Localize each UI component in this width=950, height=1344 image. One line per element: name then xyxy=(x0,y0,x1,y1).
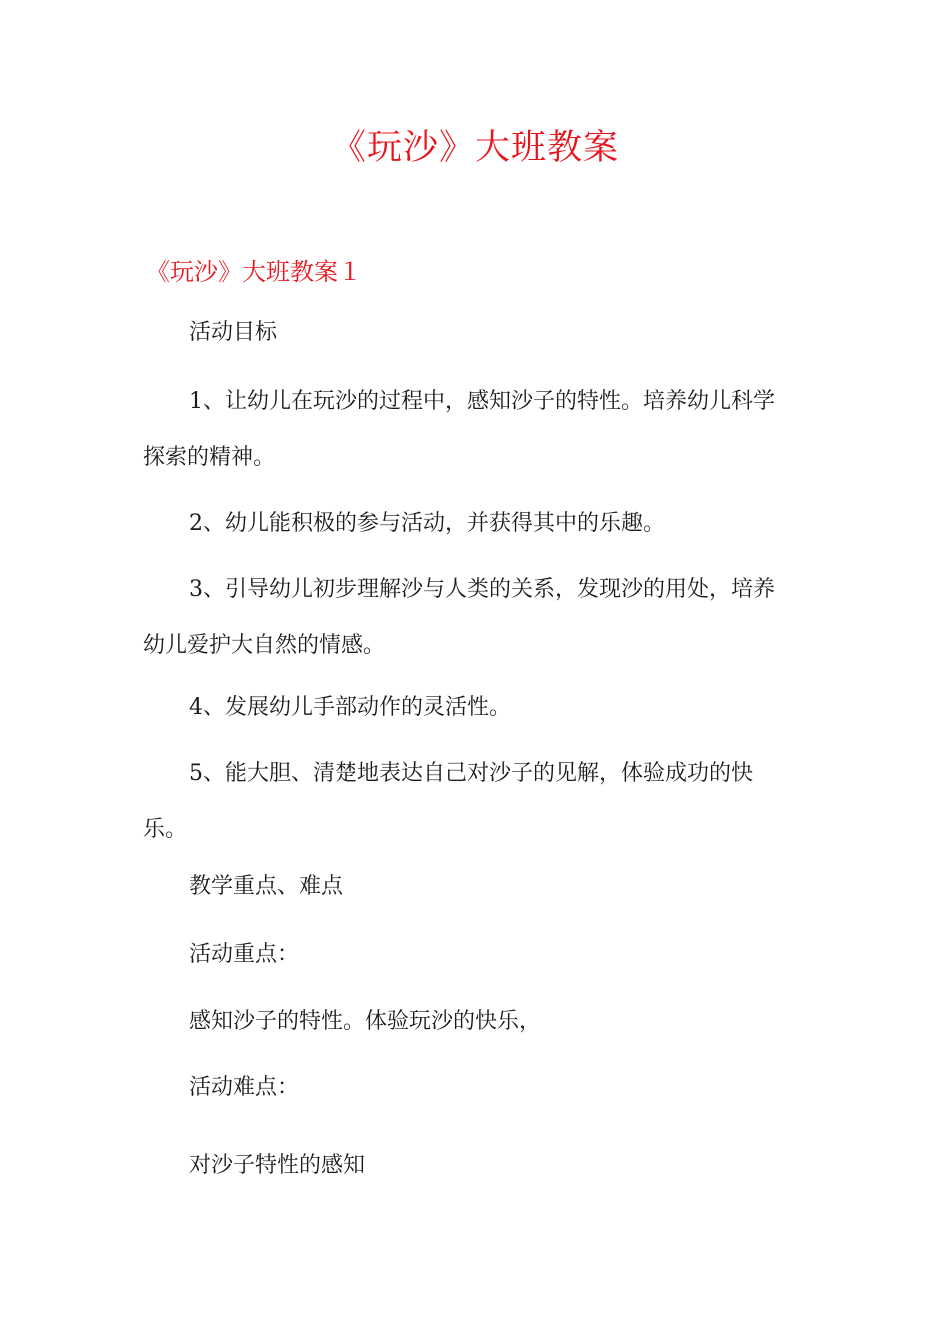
goals-heading: 活动目标 xyxy=(189,320,278,345)
difficulty-text: 对沙子特性的感知 xyxy=(189,1153,366,1178)
goal-item-2: 2、幼儿能积极的参与活动，并获得其中的乐趣。 xyxy=(189,511,665,536)
goal-item-4: 4、发展幼儿手部动作的灵活性。 xyxy=(189,695,511,720)
document-title: 《玩沙》大班教案 xyxy=(330,128,619,168)
focus-text: 感知沙子的特性。体验玩沙的快乐， xyxy=(189,1009,542,1034)
goal-item-1: 1、让幼儿在玩沙的过程中，感知沙子的特性。培养幼儿科学探索的精神。 xyxy=(143,389,775,470)
focus-label: 活动重点： xyxy=(189,942,300,967)
key-points-heading: 教学重点、难点 xyxy=(189,874,344,899)
difficulty-label: 活动难点： xyxy=(189,1075,300,1100)
goal-item-5: 5、能大胆、清楚地表达自己对沙子的见解，体验成功的快乐。 xyxy=(143,761,753,842)
section-title: 《玩沙》大班教案１ xyxy=(146,258,362,286)
goal-item-3: 3、引导幼儿初步理解沙与人类的关系，发现沙的用处，培养幼儿爱护大自然的情感。 xyxy=(143,577,775,658)
